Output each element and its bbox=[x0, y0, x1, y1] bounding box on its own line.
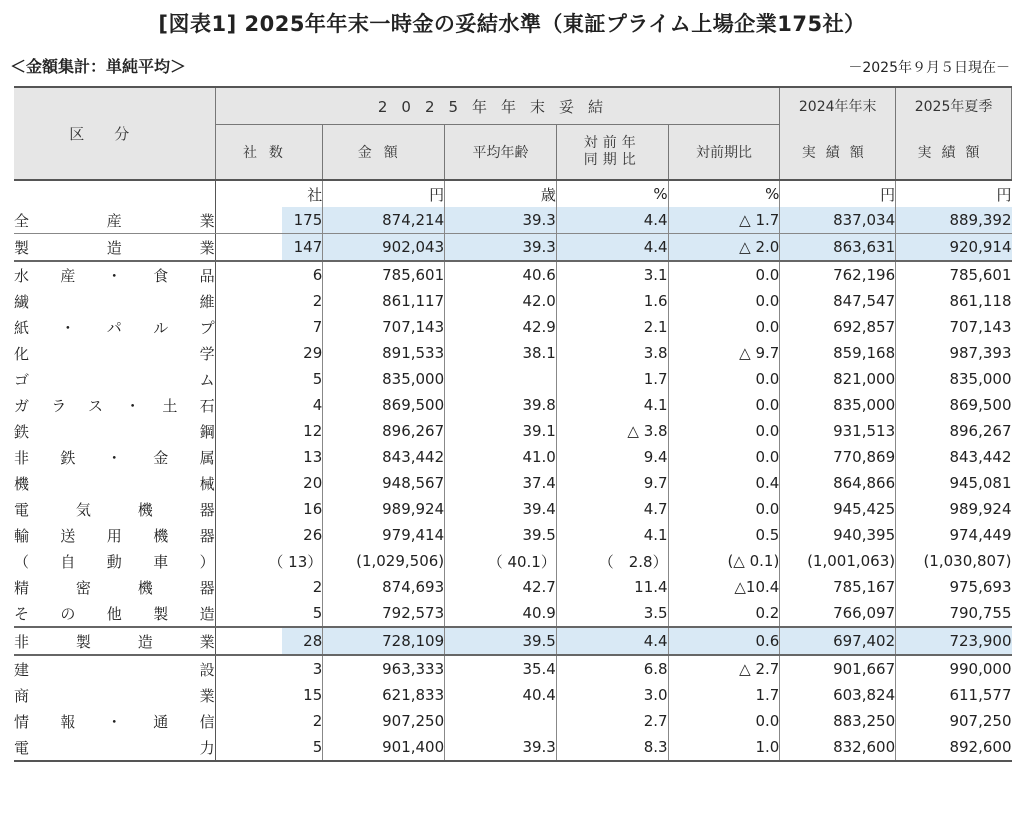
cell-average-age: （ 40.1） bbox=[445, 548, 557, 574]
cell-prev-period: △ 2.7 bbox=[668, 655, 780, 682]
cell-prev-period: 0.0 bbox=[668, 392, 780, 418]
cell-yoy: 8.3 bbox=[556, 734, 668, 761]
cell-yoy: △ 3.8 bbox=[556, 418, 668, 444]
cell-average-age: 40.9 bbox=[445, 600, 557, 627]
cell-yoy: 6.8 bbox=[556, 655, 668, 682]
cell-yoy: 3.8 bbox=[556, 340, 668, 366]
row-label: 繊維 bbox=[14, 292, 215, 311]
cell-2025-summer-actual: 907,250 bbox=[896, 708, 1012, 734]
row-label: 化学 bbox=[14, 344, 215, 363]
cell-2024-actual: 945,425 bbox=[780, 496, 896, 522]
table-row bbox=[14, 682, 1012, 708]
cell-2024-actual: 863,631 bbox=[780, 234, 896, 262]
cell-amount: 621,833 bbox=[323, 682, 445, 708]
cell-average-age: 39.5 bbox=[445, 522, 557, 548]
cell-2025-summer-actual: 889,392 bbox=[896, 207, 1012, 234]
header-area: 区分 bbox=[14, 87, 215, 180]
cell-yoy: （ 2.8） bbox=[556, 548, 668, 574]
cell-amount: 869,500 bbox=[323, 392, 445, 418]
table-row bbox=[14, 470, 1012, 496]
cell-amount: 896,267 bbox=[323, 418, 445, 444]
unit-companies: 社 bbox=[215, 180, 323, 207]
cell-companies: 20 bbox=[215, 470, 323, 496]
cell-average-age: 40.4 bbox=[445, 682, 557, 708]
cell-companies: 15 bbox=[215, 682, 323, 708]
unit-amount: 円 bbox=[323, 180, 445, 207]
cell-2024-actual: 821,000 bbox=[780, 366, 896, 392]
unit-prev: % bbox=[668, 180, 780, 207]
aggregation-note: ＜金額集計：単純平均＞ bbox=[10, 57, 187, 76]
cell-yoy: 9.4 bbox=[556, 444, 668, 470]
table-row bbox=[14, 600, 1012, 627]
row-label: 鉄鋼 bbox=[14, 422, 215, 441]
cell-2024-actual: 847,547 bbox=[780, 288, 896, 314]
table-row bbox=[14, 340, 1012, 366]
table-row bbox=[14, 655, 1012, 682]
cell-prev-period: 0.0 bbox=[668, 261, 780, 288]
header-2025-summer: 2025年夏季 bbox=[896, 87, 1012, 125]
cell-companies: 26 bbox=[215, 522, 323, 548]
cell-prev-period: 0.0 bbox=[668, 496, 780, 522]
cell-amount: 874,693 bbox=[323, 574, 445, 600]
cell-prev-period: 1.0 bbox=[668, 734, 780, 761]
cell-2025-summer-actual: 723,900 bbox=[896, 627, 1012, 655]
cell-prev-period: 0.0 bbox=[668, 708, 780, 734]
row-label: 精密機器 bbox=[14, 578, 215, 597]
cell-prev-period: 0.0 bbox=[668, 288, 780, 314]
cell-yoy: 3.5 bbox=[556, 600, 668, 627]
unit-2024: 円 bbox=[780, 180, 896, 207]
cell-average-age: 35.4 bbox=[445, 655, 557, 682]
cell-average-age: 38.1 bbox=[445, 340, 557, 366]
header-yoy-line2: 同期比 bbox=[583, 152, 641, 168]
unit-yoy: % bbox=[556, 180, 668, 207]
row-label: 情報・通信 bbox=[14, 712, 215, 731]
cell-2024-actual: 835,000 bbox=[780, 392, 896, 418]
row-label: 建設 bbox=[14, 660, 215, 679]
cell-amount: 861,117 bbox=[323, 288, 445, 314]
cell-prev-period: △ 9.7 bbox=[668, 340, 780, 366]
cell-prev-period: (△ 0.1) bbox=[668, 548, 780, 574]
cell-yoy: 1.7 bbox=[556, 366, 668, 392]
cell-2025-summer-actual: 790,755 bbox=[896, 600, 1012, 627]
row-label: 非製造業 bbox=[14, 627, 215, 655]
cell-2024-actual: 837,034 bbox=[780, 207, 896, 234]
table-row bbox=[14, 392, 1012, 418]
cell-2024-actual: 832,600 bbox=[780, 734, 896, 761]
row-label: ガラス・土石 bbox=[14, 396, 215, 415]
cell-prev-period: △ 1.7 bbox=[668, 207, 780, 234]
cell-2024-actual: 901,667 bbox=[780, 655, 896, 682]
table-row bbox=[14, 207, 1012, 234]
cell-amount: 901,400 bbox=[323, 734, 445, 761]
cell-prev-period: 1.7 bbox=[668, 682, 780, 708]
table-row bbox=[14, 314, 1012, 340]
cell-average-age: 39.8 bbox=[445, 392, 557, 418]
header-yoy-line1: 対前年 bbox=[583, 135, 641, 151]
table-row bbox=[14, 708, 1012, 734]
table-row bbox=[14, 234, 1012, 262]
header-group-2025-yearend: 2025年年末妥結 bbox=[215, 87, 780, 125]
cell-2024-actual: 770,869 bbox=[780, 444, 896, 470]
cell-average-age bbox=[445, 366, 557, 392]
cell-companies: 28 bbox=[215, 627, 323, 655]
cell-2025-summer-actual: 611,577 bbox=[896, 682, 1012, 708]
cell-amount: 963,333 bbox=[323, 655, 445, 682]
cell-2025-summer-actual: 861,118 bbox=[896, 288, 1012, 314]
table-row bbox=[14, 366, 1012, 392]
header-prev-period: 対前期比 bbox=[668, 125, 780, 181]
cell-2025-summer-actual: 707,143 bbox=[896, 314, 1012, 340]
header-2025-summer-actual: 実績額 bbox=[896, 125, 1012, 181]
cell-companies: 7 bbox=[215, 314, 323, 340]
table-row bbox=[14, 548, 1012, 574]
cell-amount: 792,573 bbox=[323, 600, 445, 627]
cell-2025-summer-actual: 869,500 bbox=[896, 392, 1012, 418]
cell-prev-period: 0.0 bbox=[668, 366, 780, 392]
cell-companies: 12 bbox=[215, 418, 323, 444]
cell-companies: 6 bbox=[215, 261, 323, 288]
cell-prev-period: 0.0 bbox=[668, 314, 780, 340]
cell-2024-actual: 940,395 bbox=[780, 522, 896, 548]
table-body bbox=[14, 180, 1012, 761]
cell-average-age: 39.3 bbox=[445, 734, 557, 761]
cell-average-age: 39.3 bbox=[445, 234, 557, 262]
cell-average-age: 39.4 bbox=[445, 496, 557, 522]
cell-companies: 2 bbox=[215, 288, 323, 314]
cell-amount: 948,567 bbox=[323, 470, 445, 496]
cell-2025-summer-actual: 835,000 bbox=[896, 366, 1012, 392]
cell-yoy: 3.1 bbox=[556, 261, 668, 288]
row-label: ゴム bbox=[14, 370, 215, 389]
cell-yoy: 2.1 bbox=[556, 314, 668, 340]
cell-companies: 2 bbox=[215, 708, 323, 734]
header-2024-actual: 実績額 bbox=[780, 125, 896, 181]
page-title: [図表1] 2025年年末一時金の妥結水準（東証プライム上場企業175社） bbox=[158, 12, 866, 36]
row-label: （自動車） bbox=[14, 552, 215, 571]
row-label: 電気機器 bbox=[14, 500, 215, 519]
settlement-table bbox=[14, 86, 1012, 762]
cell-yoy: 4.1 bbox=[556, 392, 668, 418]
cell-companies: 3 bbox=[215, 655, 323, 682]
row-label: 非鉄・金属 bbox=[14, 448, 215, 467]
cell-2024-actual: (1,001,063) bbox=[780, 548, 896, 574]
table-row bbox=[14, 574, 1012, 600]
cell-amount: 785,601 bbox=[323, 261, 445, 288]
cell-yoy: 11.4 bbox=[556, 574, 668, 600]
cell-2025-summer-actual: 785,601 bbox=[896, 261, 1012, 288]
cell-average-age: 42.7 bbox=[445, 574, 557, 600]
cell-prev-period: △10.4 bbox=[668, 574, 780, 600]
cell-prev-period: 0.0 bbox=[668, 418, 780, 444]
cell-yoy: 1.6 bbox=[556, 288, 668, 314]
table-row bbox=[14, 627, 1012, 655]
cell-2025-summer-actual: 990,000 bbox=[896, 655, 1012, 682]
units-row bbox=[14, 180, 1012, 207]
row-label: 輸送用機器 bbox=[14, 526, 215, 545]
cell-amount: 707,143 bbox=[323, 314, 445, 340]
header-yoy bbox=[556, 125, 668, 181]
cell-average-age: 40.6 bbox=[445, 261, 557, 288]
cell-companies: 147 bbox=[215, 234, 323, 262]
cell-companies: 5 bbox=[215, 734, 323, 761]
header-amount: 金額 bbox=[323, 125, 445, 181]
cell-prev-period: 0.5 bbox=[668, 522, 780, 548]
cell-amount: 891,533 bbox=[323, 340, 445, 366]
cell-average-age: 42.0 bbox=[445, 288, 557, 314]
cell-2024-actual: 603,824 bbox=[780, 682, 896, 708]
row-label: 製造業 bbox=[14, 234, 215, 262]
cell-prev-period: 0.0 bbox=[668, 444, 780, 470]
cell-amount: 728,109 bbox=[323, 627, 445, 655]
cell-prev-period: 0.2 bbox=[668, 600, 780, 627]
cell-prev-period: 0.4 bbox=[668, 470, 780, 496]
cell-companies: 5 bbox=[215, 366, 323, 392]
cell-yoy: 4.4 bbox=[556, 627, 668, 655]
cell-2025-summer-actual: 896,267 bbox=[896, 418, 1012, 444]
cell-amount: 874,214 bbox=[323, 207, 445, 234]
table-row bbox=[14, 261, 1012, 288]
cell-yoy: 4.4 bbox=[556, 234, 668, 262]
cell-yoy: 4.1 bbox=[556, 522, 668, 548]
cell-2024-actual: 883,250 bbox=[780, 708, 896, 734]
cell-companies: 5 bbox=[215, 600, 323, 627]
cell-amount: 843,442 bbox=[323, 444, 445, 470]
cell-companies: 175 bbox=[215, 207, 323, 234]
cell-average-age: 37.4 bbox=[445, 470, 557, 496]
cell-2025-summer-actual: 945,081 bbox=[896, 470, 1012, 496]
cell-companies: （ 13） bbox=[215, 548, 323, 574]
table-row bbox=[14, 288, 1012, 314]
cell-2024-actual: 697,402 bbox=[780, 627, 896, 655]
cell-2025-summer-actual: 843,442 bbox=[896, 444, 1012, 470]
cell-2024-actual: 766,097 bbox=[780, 600, 896, 627]
cell-2024-actual: 785,167 bbox=[780, 574, 896, 600]
cell-2025-summer-actual: 987,393 bbox=[896, 340, 1012, 366]
cell-companies: 16 bbox=[215, 496, 323, 522]
cell-2025-summer-actual: 975,693 bbox=[896, 574, 1012, 600]
cell-amount: 835,000 bbox=[323, 366, 445, 392]
cell-yoy: 9.7 bbox=[556, 470, 668, 496]
cell-2025-summer-actual: 989,924 bbox=[896, 496, 1012, 522]
as-of-date: －2025年９月５日現在－ bbox=[848, 60, 1010, 76]
table-row bbox=[14, 734, 1012, 761]
table-row bbox=[14, 418, 1012, 444]
cell-companies: 2 bbox=[215, 574, 323, 600]
cell-average-age: 39.3 bbox=[445, 207, 557, 234]
table-row bbox=[14, 496, 1012, 522]
cell-2024-actual: 692,857 bbox=[780, 314, 896, 340]
cell-average-age: 39.5 bbox=[445, 627, 557, 655]
unit-age: 歳 bbox=[445, 180, 557, 207]
cell-prev-period: △ 2.0 bbox=[668, 234, 780, 262]
cell-yoy: 3.0 bbox=[556, 682, 668, 708]
cell-amount: (1,029,506) bbox=[323, 548, 445, 574]
header-average-age: 平均年齢 bbox=[445, 125, 557, 181]
cell-2025-summer-actual: 920,914 bbox=[896, 234, 1012, 262]
cell-amount: 979,414 bbox=[323, 522, 445, 548]
cell-yoy: 4.4 bbox=[556, 207, 668, 234]
cell-average-age: 42.9 bbox=[445, 314, 557, 340]
row-label: 水産・食品 bbox=[14, 266, 215, 285]
cell-prev-period: 0.6 bbox=[668, 627, 780, 655]
row-label: 全産業 bbox=[14, 207, 215, 234]
table-row bbox=[14, 444, 1012, 470]
cell-2025-summer-actual: 892,600 bbox=[896, 734, 1012, 761]
row-label: 紙・パルプ bbox=[14, 318, 215, 337]
cell-2024-actual: 762,196 bbox=[780, 261, 896, 288]
row-label: 電力 bbox=[14, 734, 215, 761]
cell-yoy: 4.7 bbox=[556, 496, 668, 522]
cell-yoy: 2.7 bbox=[556, 708, 668, 734]
cell-2024-actual: 864,866 bbox=[780, 470, 896, 496]
cell-average-age bbox=[445, 708, 557, 734]
cell-2024-actual: 931,513 bbox=[780, 418, 896, 444]
cell-average-age: 41.0 bbox=[445, 444, 557, 470]
cell-2025-summer-actual: (1,030,807) bbox=[896, 548, 1012, 574]
cell-2025-summer-actual: 974,449 bbox=[896, 522, 1012, 548]
cell-companies: 29 bbox=[215, 340, 323, 366]
row-label: その他製造 bbox=[14, 600, 215, 627]
table-row bbox=[14, 522, 1012, 548]
cell-companies: 13 bbox=[215, 444, 323, 470]
cell-amount: 989,924 bbox=[323, 496, 445, 522]
cell-amount: 907,250 bbox=[323, 708, 445, 734]
cell-2024-actual: 859,168 bbox=[780, 340, 896, 366]
cell-average-age: 39.1 bbox=[445, 418, 557, 444]
cell-amount: 902,043 bbox=[323, 234, 445, 262]
header-companies: 社数 bbox=[215, 125, 323, 181]
cell-companies: 4 bbox=[215, 392, 323, 418]
row-label: 機械 bbox=[14, 474, 215, 493]
row-label: 商業 bbox=[14, 686, 215, 705]
header-2024-yearend: 2024年年末 bbox=[780, 87, 896, 125]
unit-2025-summer: 円 bbox=[896, 180, 1012, 207]
